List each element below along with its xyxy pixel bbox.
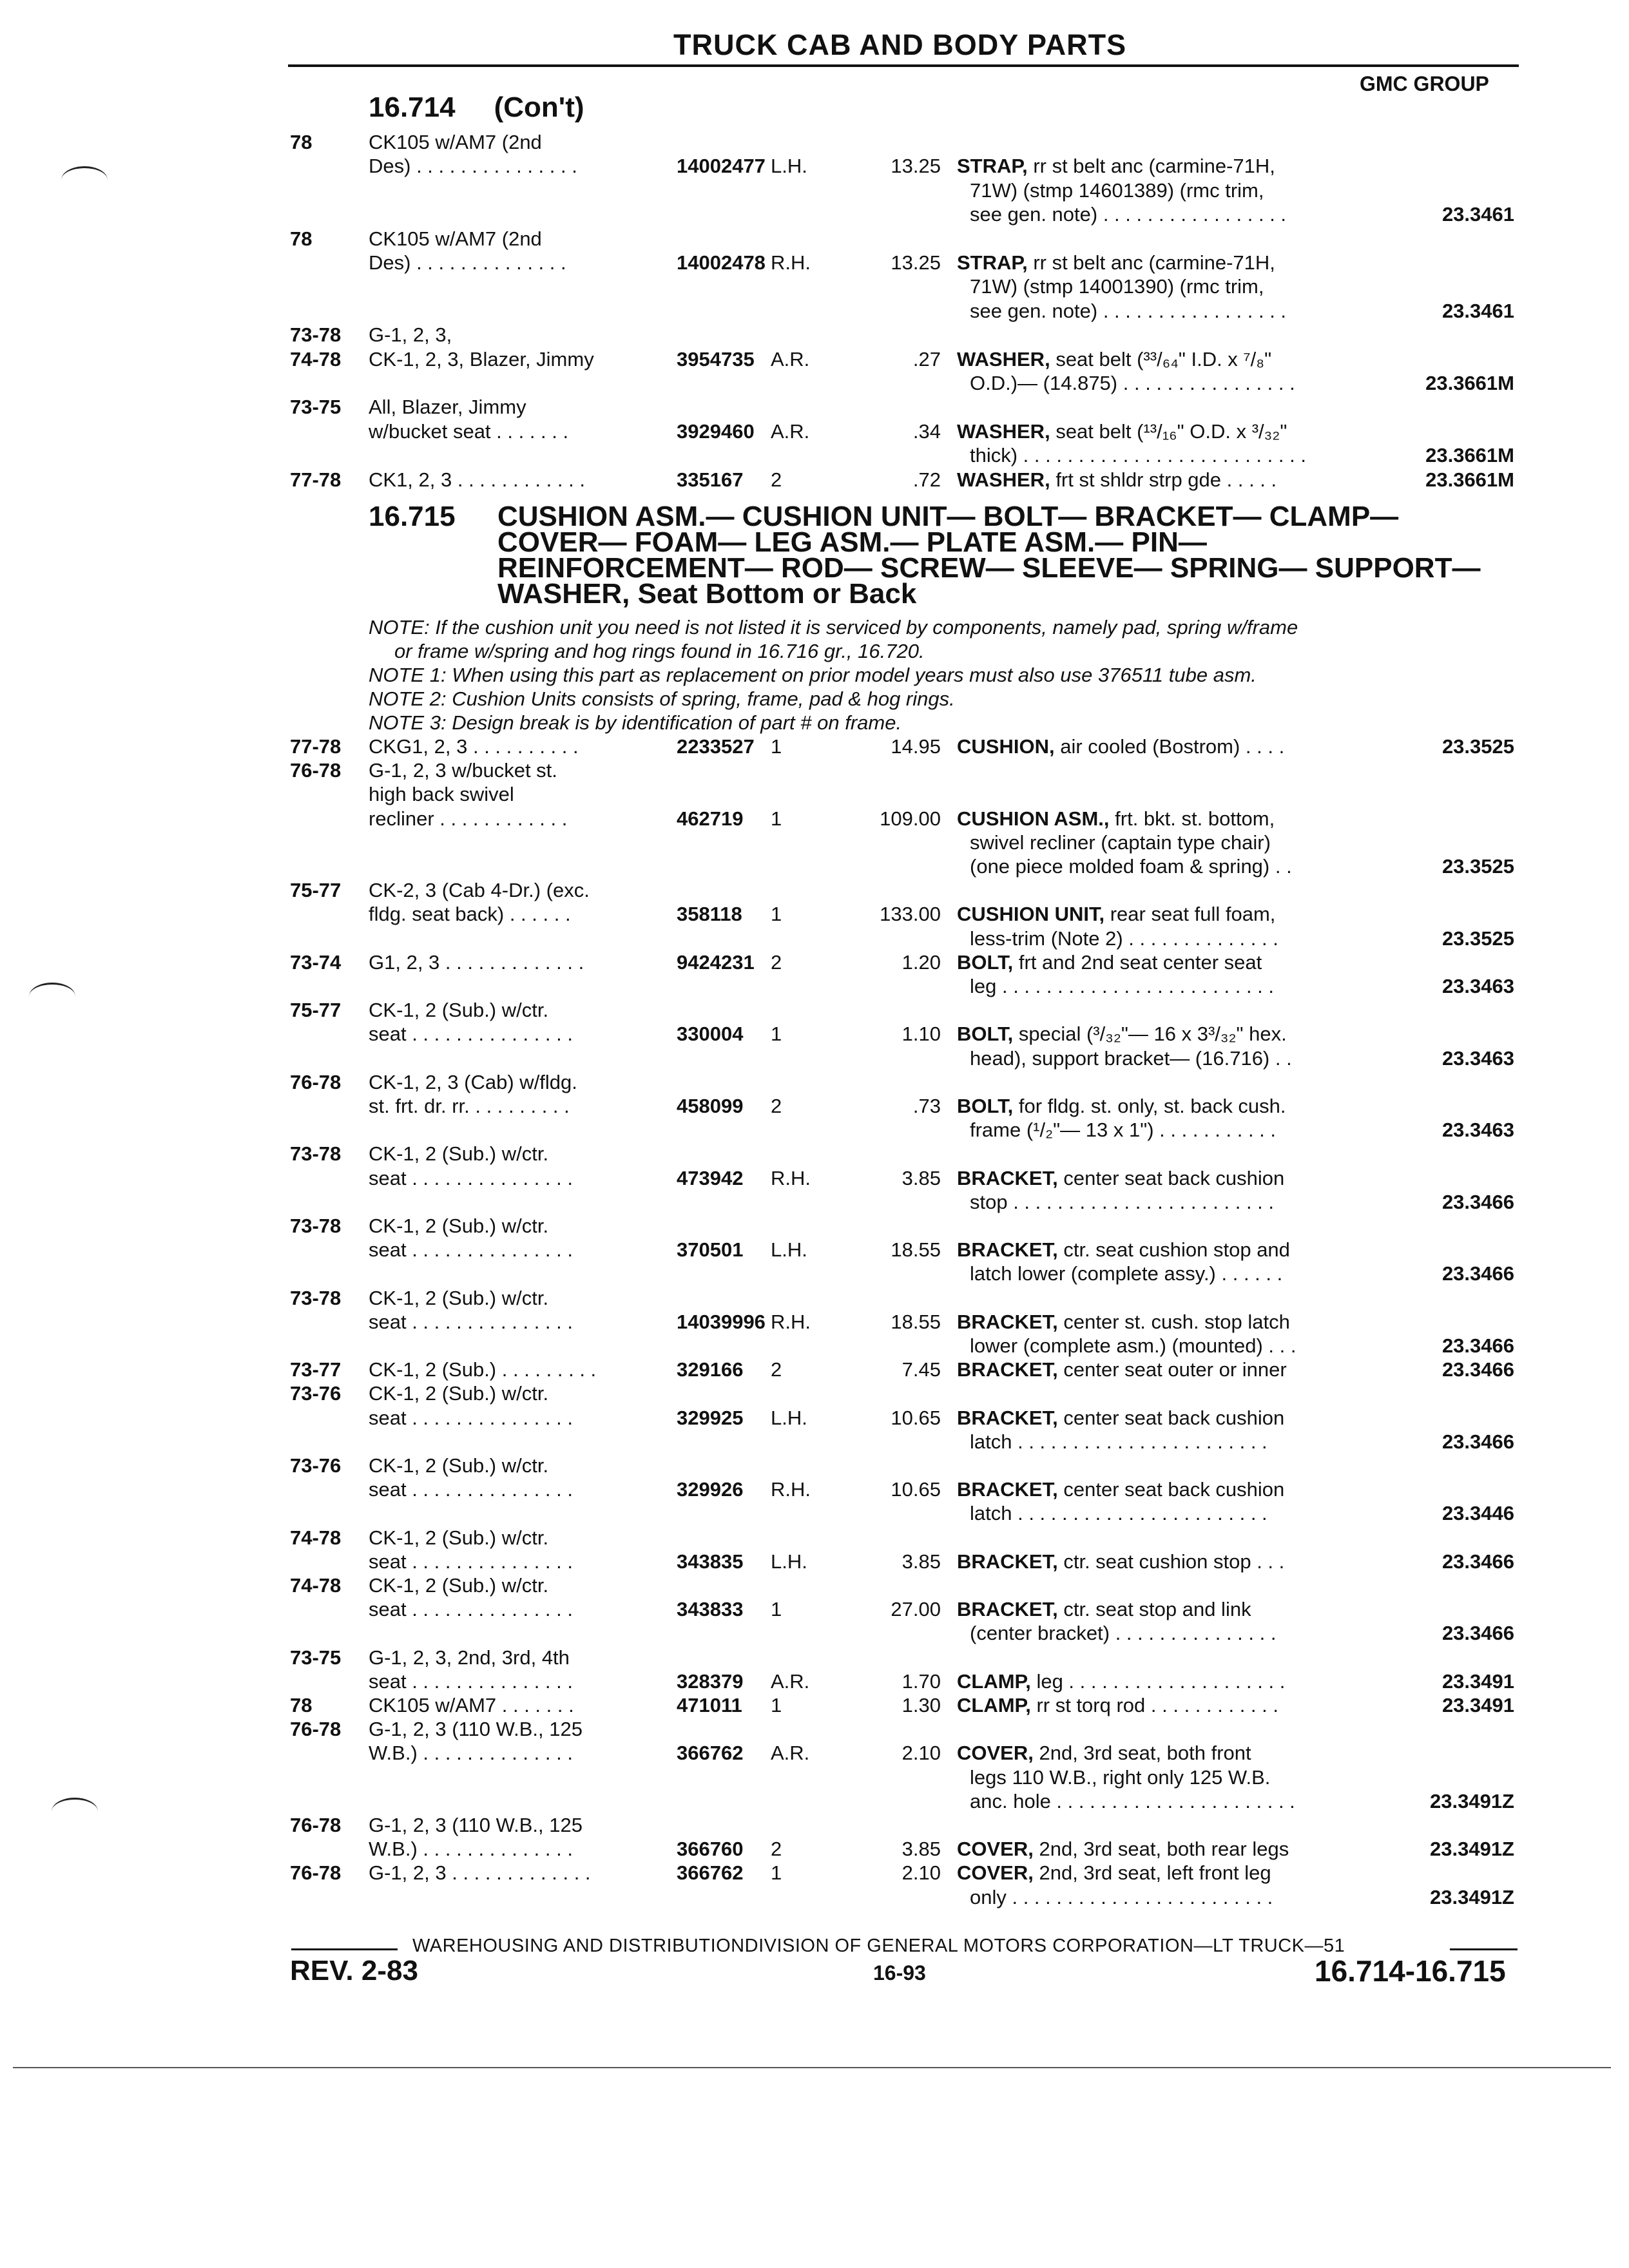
notes-block (369, 615, 1298, 735)
part-number: 471011 (677, 1694, 742, 1716)
quantity: R.H. (771, 251, 811, 274)
description (957, 347, 1271, 371)
footer-rule-right (1450, 1948, 1518, 1950)
part-number: 458099 (677, 1094, 744, 1117)
description (957, 1861, 1271, 1885)
part-name: WASHER, (957, 419, 1050, 443)
model-line: G-1, 2, 3 (110 W.B., 125 (369, 1718, 583, 1741)
group-number: 23.3446 (1441, 1502, 1514, 1525)
group-number: 23.3466 (1441, 1430, 1514, 1453)
price: 10.65 (891, 1406, 941, 1429)
group-number: 23.3661M (1425, 468, 1514, 491)
binder-hole-mark (52, 1798, 98, 1825)
model-line: seat . . . . . . . . . . . . . . . (369, 1669, 573, 1693)
model-line: seat . . . . . . . . . . . . . . . (369, 1406, 573, 1429)
model-line: seat . . . . . . . . . . . . . . . (369, 1310, 573, 1333)
section-continued: (Con't) (494, 91, 584, 123)
price: 14.95 (891, 735, 941, 758)
description-line: 2nd, 3rd seat, both front (1039, 1742, 1251, 1765)
description (957, 1310, 1290, 1334)
group-number: 23.3491 (1441, 1669, 1514, 1693)
description (957, 902, 1275, 926)
part-name: STRAP, (957, 155, 1028, 178)
group-number: 23.3466 (1441, 1334, 1514, 1357)
price: 27.00 (891, 1598, 941, 1621)
quantity: 2 (771, 1838, 782, 1861)
section-range: 16.714-16.715 (1315, 1954, 1506, 1988)
description-line: 2nd, 3rd seat, left front leg (1039, 1861, 1271, 1885)
section-2-title: CUSHION ASM.— CUSHION UNIT— BOLT— BRACKET— CLAMP— COVER— FOAM— LEG ASM.— PLATE ASM.— PIN— REINFORCEMENT— ROD— SCREW— SLEEVE— SPRING— SUPPORT— WASHER, Seat Bottom or Back (497, 501, 1481, 610)
price: 13.25 (891, 155, 941, 178)
description-line: 2nd, 3rd seat, both rear legs (1039, 1838, 1289, 1861)
model-years: 74-78 (290, 347, 342, 370)
price: 13.25 (891, 251, 941, 274)
model-line: seat . . . . . . . . . . . . . . . (369, 1166, 573, 1189)
part-name: BRACKET, (957, 1550, 1058, 1573)
price: 109.00 (880, 807, 941, 830)
price: 2.10 (901, 1861, 941, 1885)
description-line: for fldg. st. only, st. back cush. (1018, 1094, 1286, 1117)
part-number: 366762 (677, 1742, 744, 1765)
model-line: G-1, 2, 3 . . . . . . . . . . . . . (369, 1861, 591, 1885)
model-line: CK105 w/AM7 (2nd (369, 131, 542, 153)
model-line: G-1, 2, 3 w/bucket st. (369, 759, 557, 782)
price: 18.55 (891, 1310, 941, 1333)
model-line: G-1, 2, 3, 2nd, 3rd, 4th (369, 1646, 570, 1669)
quantity: L.H. (771, 1238, 807, 1262)
description-line: latch . . . . . . . . . . . . . . . . . . . . . . . (970, 1430, 1268, 1453)
description-line: (center bracket) . . . . . . . . . . . . . . . (970, 1622, 1277, 1645)
part-name: BOLT, (957, 1094, 1014, 1117)
description-line: rr st belt anc (carmine-71H, (1033, 251, 1275, 274)
part-number: 330004 (677, 1023, 744, 1046)
part-number: 14002478 (677, 251, 766, 274)
group-number: 23.3461 (1441, 299, 1514, 322)
description-line: 71W) (stmp 14001390) (rmc trim, (970, 275, 1264, 298)
model-line: CK-1, 2, 3, Blazer, Jimmy (369, 347, 594, 370)
quantity: 1 (771, 903, 782, 926)
description (957, 1358, 1287, 1381)
price: 133.00 (880, 903, 941, 926)
price: .72 (912, 468, 941, 491)
model-years: 74-78 (290, 1526, 342, 1549)
group-number: 23.3525 (1441, 927, 1514, 950)
model-line: seat . . . . . . . . . . . . . . . (369, 1550, 573, 1573)
description-line: leg . . . . . . . . . . . . . . . . . . . . . . . . . (970, 974, 1275, 997)
description-line: legs 110 W.B., right only 125 W.B. (970, 1765, 1271, 1789)
model-line: Des) . . . . . . . . . . . . . . . (369, 155, 577, 178)
model-years: 76-78 (290, 759, 342, 782)
part-name: BRACKET, (957, 1310, 1058, 1333)
quantity: 1 (771, 735, 782, 758)
model-years: 78 (290, 227, 313, 250)
price: .34 (912, 419, 941, 443)
description (957, 1550, 1284, 1573)
group-number: 23.3491 (1441, 1694, 1514, 1716)
part-number: 462719 (677, 807, 744, 830)
model-years: 73-77 (290, 1358, 342, 1381)
model-years: 76-78 (290, 1814, 342, 1836)
part-name: BOLT, (957, 950, 1014, 974)
model-line: G-1, 2, 3 (110 W.B., 125 (369, 1814, 583, 1836)
description-line: rr st belt anc (carmine-71H, (1033, 155, 1275, 178)
model-line: CK-1, 2 (Sub.) w/ctr. (369, 1382, 549, 1405)
group-number: 23.3463 (1441, 1046, 1514, 1070)
part-number: 358118 (677, 903, 742, 926)
description-line: ctr. seat stop and link (1063, 1598, 1251, 1621)
description-line: ctr. seat cushion stop . . . (1063, 1550, 1285, 1573)
price: .27 (912, 347, 941, 370)
model-years: 73-78 (290, 1142, 342, 1166)
description (957, 950, 1262, 974)
description-line: rr st torq rod . . . . . . . . . . . . (1036, 1694, 1278, 1716)
quantity: R.H. (771, 1478, 811, 1501)
description (957, 1477, 1284, 1501)
part-name: CLAMP, (957, 1694, 1031, 1716)
description (957, 1669, 1285, 1693)
section-number: 16.714 (369, 91, 456, 123)
part-name: COVER, (957, 1742, 1034, 1765)
model-line: CK1, 2, 3 . . . . . . . . . . . . (369, 468, 585, 491)
note-line: NOTE 2: Cushion Units consists of spring, frame, pad & hog rings. (369, 687, 955, 710)
description (957, 1166, 1284, 1190)
description-line: latch lower (complete assy.) . . . . . . (970, 1262, 1283, 1285)
quantity: R.H. (771, 1310, 811, 1333)
description-line: frt and 2nd seat center seat (1018, 950, 1262, 974)
model-line: seat . . . . . . . . . . . . . . . (369, 1478, 573, 1501)
part-name: WASHER, (957, 347, 1050, 370)
price: .73 (912, 1094, 941, 1117)
part-number: 335167 (677, 468, 744, 491)
quantity: 2 (771, 1094, 782, 1117)
model-line: CK-1, 2, 3 (Cab) w/fldg. (369, 1070, 577, 1093)
group-number: 23.3466 (1441, 1262, 1514, 1285)
description-line: thick) . . . . . . . . . . . . . . . . . . . . . . . . . . (970, 444, 1306, 467)
price: 1.30 (901, 1694, 941, 1716)
model-line: CK-1, 2 (Sub.) w/ctr. (369, 1215, 549, 1237)
price: 3.85 (901, 1550, 941, 1573)
part-name: BRACKET, (957, 1406, 1058, 1429)
model-years: 76-78 (290, 1718, 342, 1741)
description-line: anc. hole . . . . . . . . . . . . . . . . . . . . . . (970, 1789, 1295, 1812)
binder-hole-mark (61, 166, 108, 194)
description-line: 71W) (stmp 14601389) (rmc trim, (970, 178, 1264, 202)
quantity: A.R. (771, 1742, 810, 1765)
part-name: COVER, (957, 1861, 1034, 1885)
title-rule (288, 64, 1519, 67)
part-number: 2233527 (677, 735, 755, 758)
group-number: 23.3461 (1441, 203, 1514, 226)
part-name: BRACKET, (957, 1598, 1058, 1621)
description (957, 1094, 1286, 1118)
model-line: Des) . . . . . . . . . . . . . . (369, 251, 566, 274)
quantity: A.R. (771, 347, 810, 370)
description (957, 154, 1275, 178)
model-years: 73-78 (290, 323, 342, 347)
model-line: CK-1, 2 (Sub.) w/ctr. (369, 1142, 549, 1166)
quantity: 1 (771, 1861, 782, 1885)
description-line: see gen. note) . . . . . . . . . . . . . . . . . (970, 299, 1287, 322)
quantity: 2 (771, 1358, 782, 1381)
quantity: R.H. (771, 1166, 811, 1189)
part-name: BRACKET, (957, 1478, 1058, 1501)
description-line: (one piece molded foam & spring) . . (970, 854, 1292, 878)
page-edge-rule (13, 2067, 1611, 2068)
price: 3.85 (901, 1166, 941, 1189)
description-line: center st. cush. stop latch (1063, 1310, 1290, 1333)
description-line: swivel recliner (captain type chair) (970, 831, 1271, 854)
model-line: w/bucket seat . . . . . . . (369, 419, 569, 443)
model-line: seat . . . . . . . . . . . . . . . (369, 1023, 573, 1046)
part-number: 3954735 (677, 347, 755, 370)
description-line: less-trim (Note 2) . . . . . . . . . . . . . . (970, 927, 1278, 950)
price: 18.55 (891, 1238, 941, 1262)
description-line: stop . . . . . . . . . . . . . . . . . . . . . . . . (970, 1190, 1275, 1213)
model-years: 73-75 (290, 1646, 342, 1669)
section-2-number: 16.715 (369, 501, 456, 532)
part-number: 14039996 (677, 1310, 766, 1333)
model-years: 73-74 (290, 950, 342, 974)
section-heading (369, 91, 584, 124)
description-line: rear seat full foam, (1110, 903, 1276, 926)
description-line: lower (complete asm.) (mounted) . . . (970, 1334, 1296, 1357)
price: 1.10 (901, 1023, 941, 1046)
model-years: 75-77 (290, 999, 342, 1022)
part-name: BOLT, (957, 1023, 1014, 1046)
model-line: G-1, 2, 3, (369, 323, 452, 347)
price: 10.65 (891, 1478, 941, 1501)
part-number: 328379 (677, 1669, 744, 1693)
part-name: COVER, (957, 1838, 1034, 1861)
description-line: ctr. seat cushion stop and (1063, 1238, 1290, 1262)
part-name: CUSHION, (957, 735, 1055, 758)
page-title: TRUCK CAB AND BODY PARTS (673, 28, 1127, 61)
quantity: 1 (771, 1023, 782, 1046)
part-name: CUSHION ASM., (957, 807, 1110, 830)
quantity: 1 (771, 807, 782, 830)
model-years: 78 (290, 1694, 313, 1716)
model-line: fldg. seat back) . . . . . . (369, 903, 571, 926)
description-line: only . . . . . . . . . . . . . . . . . . . . . . . . (970, 1885, 1273, 1908)
part-name: BRACKET, (957, 1358, 1058, 1381)
description-line: seat belt (¹³/₁₆" O.D. x ³/₃₂" (1055, 419, 1287, 443)
part-name: WASHER, (957, 468, 1050, 491)
model-years: 73-76 (290, 1454, 342, 1477)
part-number: 329925 (677, 1406, 744, 1429)
group-number: 23.3661M (1425, 371, 1514, 394)
group-number: 23.3466 (1441, 1358, 1514, 1381)
description (957, 1837, 1289, 1861)
model-line: All, Blazer, Jimmy (369, 396, 526, 419)
quantity: L.H. (771, 1406, 807, 1429)
model-line: W.B.) . . . . . . . . . . . . . . (369, 1838, 573, 1861)
revision-label: REV. 2-83 (290, 1955, 418, 1986)
model-line: recliner . . . . . . . . . . . . (369, 807, 568, 830)
model-line: seat . . . . . . . . . . . . . . . (369, 1238, 573, 1262)
model-line: CK-1, 2 (Sub.) w/ctr. (369, 1454, 549, 1477)
description-line: center seat outer or inner (1063, 1358, 1287, 1381)
description-line: center seat back cushion (1063, 1478, 1285, 1501)
model-years: 78 (290, 131, 313, 153)
description-line: seat belt (³³/₆₄" I.D. x ⁷/₈" (1055, 347, 1272, 370)
description (957, 735, 1284, 758)
part-number: 343833 (677, 1598, 744, 1621)
footer-text: WAREHOUSING AND DISTRIBUTIONDIVISION OF GENERAL MOTORS CORPORATION—LT TRUCK—51 (412, 1936, 1345, 1956)
price: 1.70 (901, 1669, 941, 1693)
group-label: GMC GROUP (1360, 72, 1489, 95)
description (957, 251, 1275, 274)
description (957, 1693, 1278, 1717)
part-number: 366760 (677, 1838, 744, 1861)
description-line: center seat back cushion (1063, 1406, 1285, 1429)
description-line: latch . . . . . . . . . . . . . . . . . . . . . . . (970, 1502, 1268, 1525)
page-number: 16-93 (873, 1961, 926, 1984)
description (957, 1597, 1251, 1621)
description (957, 419, 1287, 443)
price: 7.45 (901, 1358, 941, 1381)
description-line: center seat back cushion (1063, 1166, 1285, 1189)
model-years: 75-77 (290, 879, 342, 902)
quantity: 2 (771, 468, 782, 491)
part-number: 329926 (677, 1478, 744, 1501)
part-name: CUSHION UNIT, (957, 903, 1105, 926)
group-number: 23.3491Z (1430, 1838, 1514, 1861)
model-line: CKG1, 2, 3 . . . . . . . . . . (369, 735, 579, 758)
model-line: st. frt. dr. rr. . . . . . . . . . (369, 1094, 570, 1117)
group-number: 23.3463 (1441, 1119, 1514, 1142)
part-number: 14002477 (677, 155, 766, 178)
model-years: 73-78 (290, 1215, 342, 1237)
part-name: CLAMP, (957, 1669, 1031, 1693)
quantity: A.R. (771, 419, 810, 443)
group-number: 23.3525 (1441, 854, 1514, 878)
note-line: NOTE: If the cushion unit you need is not listed it is serviced by components, namely pad, spring w/frame (369, 616, 1298, 639)
model-line: CK-1, 2 (Sub.) . . . . . . . . . (369, 1358, 597, 1381)
model-line: W.B.) . . . . . . . . . . . . . . (369, 1742, 573, 1765)
description-line: see gen. note) . . . . . . . . . . . . . . . . . (970, 203, 1287, 226)
group-number: 23.3491Z (1430, 1885, 1514, 1908)
part-number: 370501 (677, 1238, 744, 1262)
model-line: high back swivel (369, 783, 514, 806)
description-line: O.D.)— (14.875) . . . . . . . . . . . . . . . . (970, 371, 1295, 394)
group-number: 23.3491Z (1430, 1789, 1514, 1812)
model-line: CK-1, 2 (Sub.) w/ctr. (369, 999, 549, 1022)
quantity: 2 (771, 950, 782, 974)
part-name: STRAP, (957, 251, 1028, 274)
description (957, 468, 1277, 492)
group-number: 23.3661M (1425, 444, 1514, 467)
part-number: 329166 (677, 1358, 744, 1381)
description (957, 1741, 1251, 1765)
part-name: BRACKET, (957, 1238, 1058, 1262)
description-line: frt. bkt. st. bottom, (1115, 807, 1275, 830)
group-number: 23.3525 (1441, 735, 1514, 758)
part-number: 9424231 (677, 950, 755, 974)
quantity: L.H. (771, 1550, 807, 1573)
note-line: or frame w/spring and hog rings found in 16.716 gr., 16.720. (394, 640, 925, 662)
group-number: 23.3463 (1441, 974, 1514, 997)
group-number: 23.3466 (1441, 1622, 1514, 1645)
binder-hole-mark (29, 983, 75, 1010)
model-years: 73-75 (290, 396, 342, 419)
footer-rule-left (291, 1948, 398, 1950)
group-number: 23.3466 (1441, 1190, 1514, 1213)
price: 3.85 (901, 1838, 941, 1861)
description-line: frame (¹/₂"— 13 x 1") . . . . . . . . . . . (970, 1119, 1277, 1142)
model-years: 74-78 (290, 1574, 342, 1597)
description-line: leg . . . . . . . . . . . . . . . . . . . . (1036, 1669, 1286, 1693)
model-line: CK105 w/AM7 (2nd (369, 227, 542, 250)
model-line: seat . . . . . . . . . . . . . . . (369, 1598, 573, 1621)
quantity: 1 (771, 1598, 782, 1621)
model-years: 73-76 (290, 1382, 342, 1405)
description (957, 1406, 1284, 1430)
note-line: NOTE 1: When using this part as replacement on prior model years must also use 376511 tube asm. (369, 664, 1257, 686)
part-number: 366762 (677, 1861, 744, 1885)
model-years: 73-78 (290, 1286, 342, 1309)
model-line: CK-2, 3 (Cab 4-Dr.) (exc. (369, 879, 590, 902)
model-years: 77-78 (290, 468, 342, 491)
description (957, 1238, 1290, 1262)
description (957, 807, 1275, 831)
description-line: air cooled (Bostrom) . . . . (1060, 735, 1285, 758)
price: 2.10 (901, 1742, 941, 1765)
quantity: A.R. (771, 1669, 810, 1693)
model-years: 76-78 (290, 1070, 342, 1093)
description-line: special (³/₃₂"— 16 x 3³/₃₂" hex. (1018, 1023, 1287, 1046)
description (957, 1022, 1287, 1046)
quantity: L.H. (771, 155, 807, 178)
price: 1.20 (901, 950, 941, 974)
part-number: 473942 (677, 1166, 744, 1189)
model-years: 76-78 (290, 1861, 342, 1885)
quantity: 1 (771, 1694, 782, 1716)
part-name: BRACKET, (957, 1166, 1058, 1189)
model-years: 77-78 (290, 735, 342, 758)
description-line: frt st shldr strp gde . . . . . (1055, 468, 1277, 491)
model-line: CK-1, 2 (Sub.) w/ctr. (369, 1526, 549, 1549)
model-line: G1, 2, 3 . . . . . . . . . . . . . (369, 950, 584, 974)
part-number: 3929460 (677, 419, 755, 443)
note-line: NOTE 3: Design break is by identification of part # on frame. (369, 711, 902, 734)
part-number: 343835 (677, 1550, 744, 1573)
model-line: CK-1, 2 (Sub.) w/ctr. (369, 1574, 549, 1597)
description-line: head), support bracket— (16.716) . . (970, 1046, 1292, 1070)
model-line: CK105 w/AM7 . . . . . . . (369, 1694, 574, 1716)
group-number: 23.3466 (1441, 1550, 1514, 1573)
model-line: CK-1, 2 (Sub.) w/ctr. (369, 1286, 549, 1309)
